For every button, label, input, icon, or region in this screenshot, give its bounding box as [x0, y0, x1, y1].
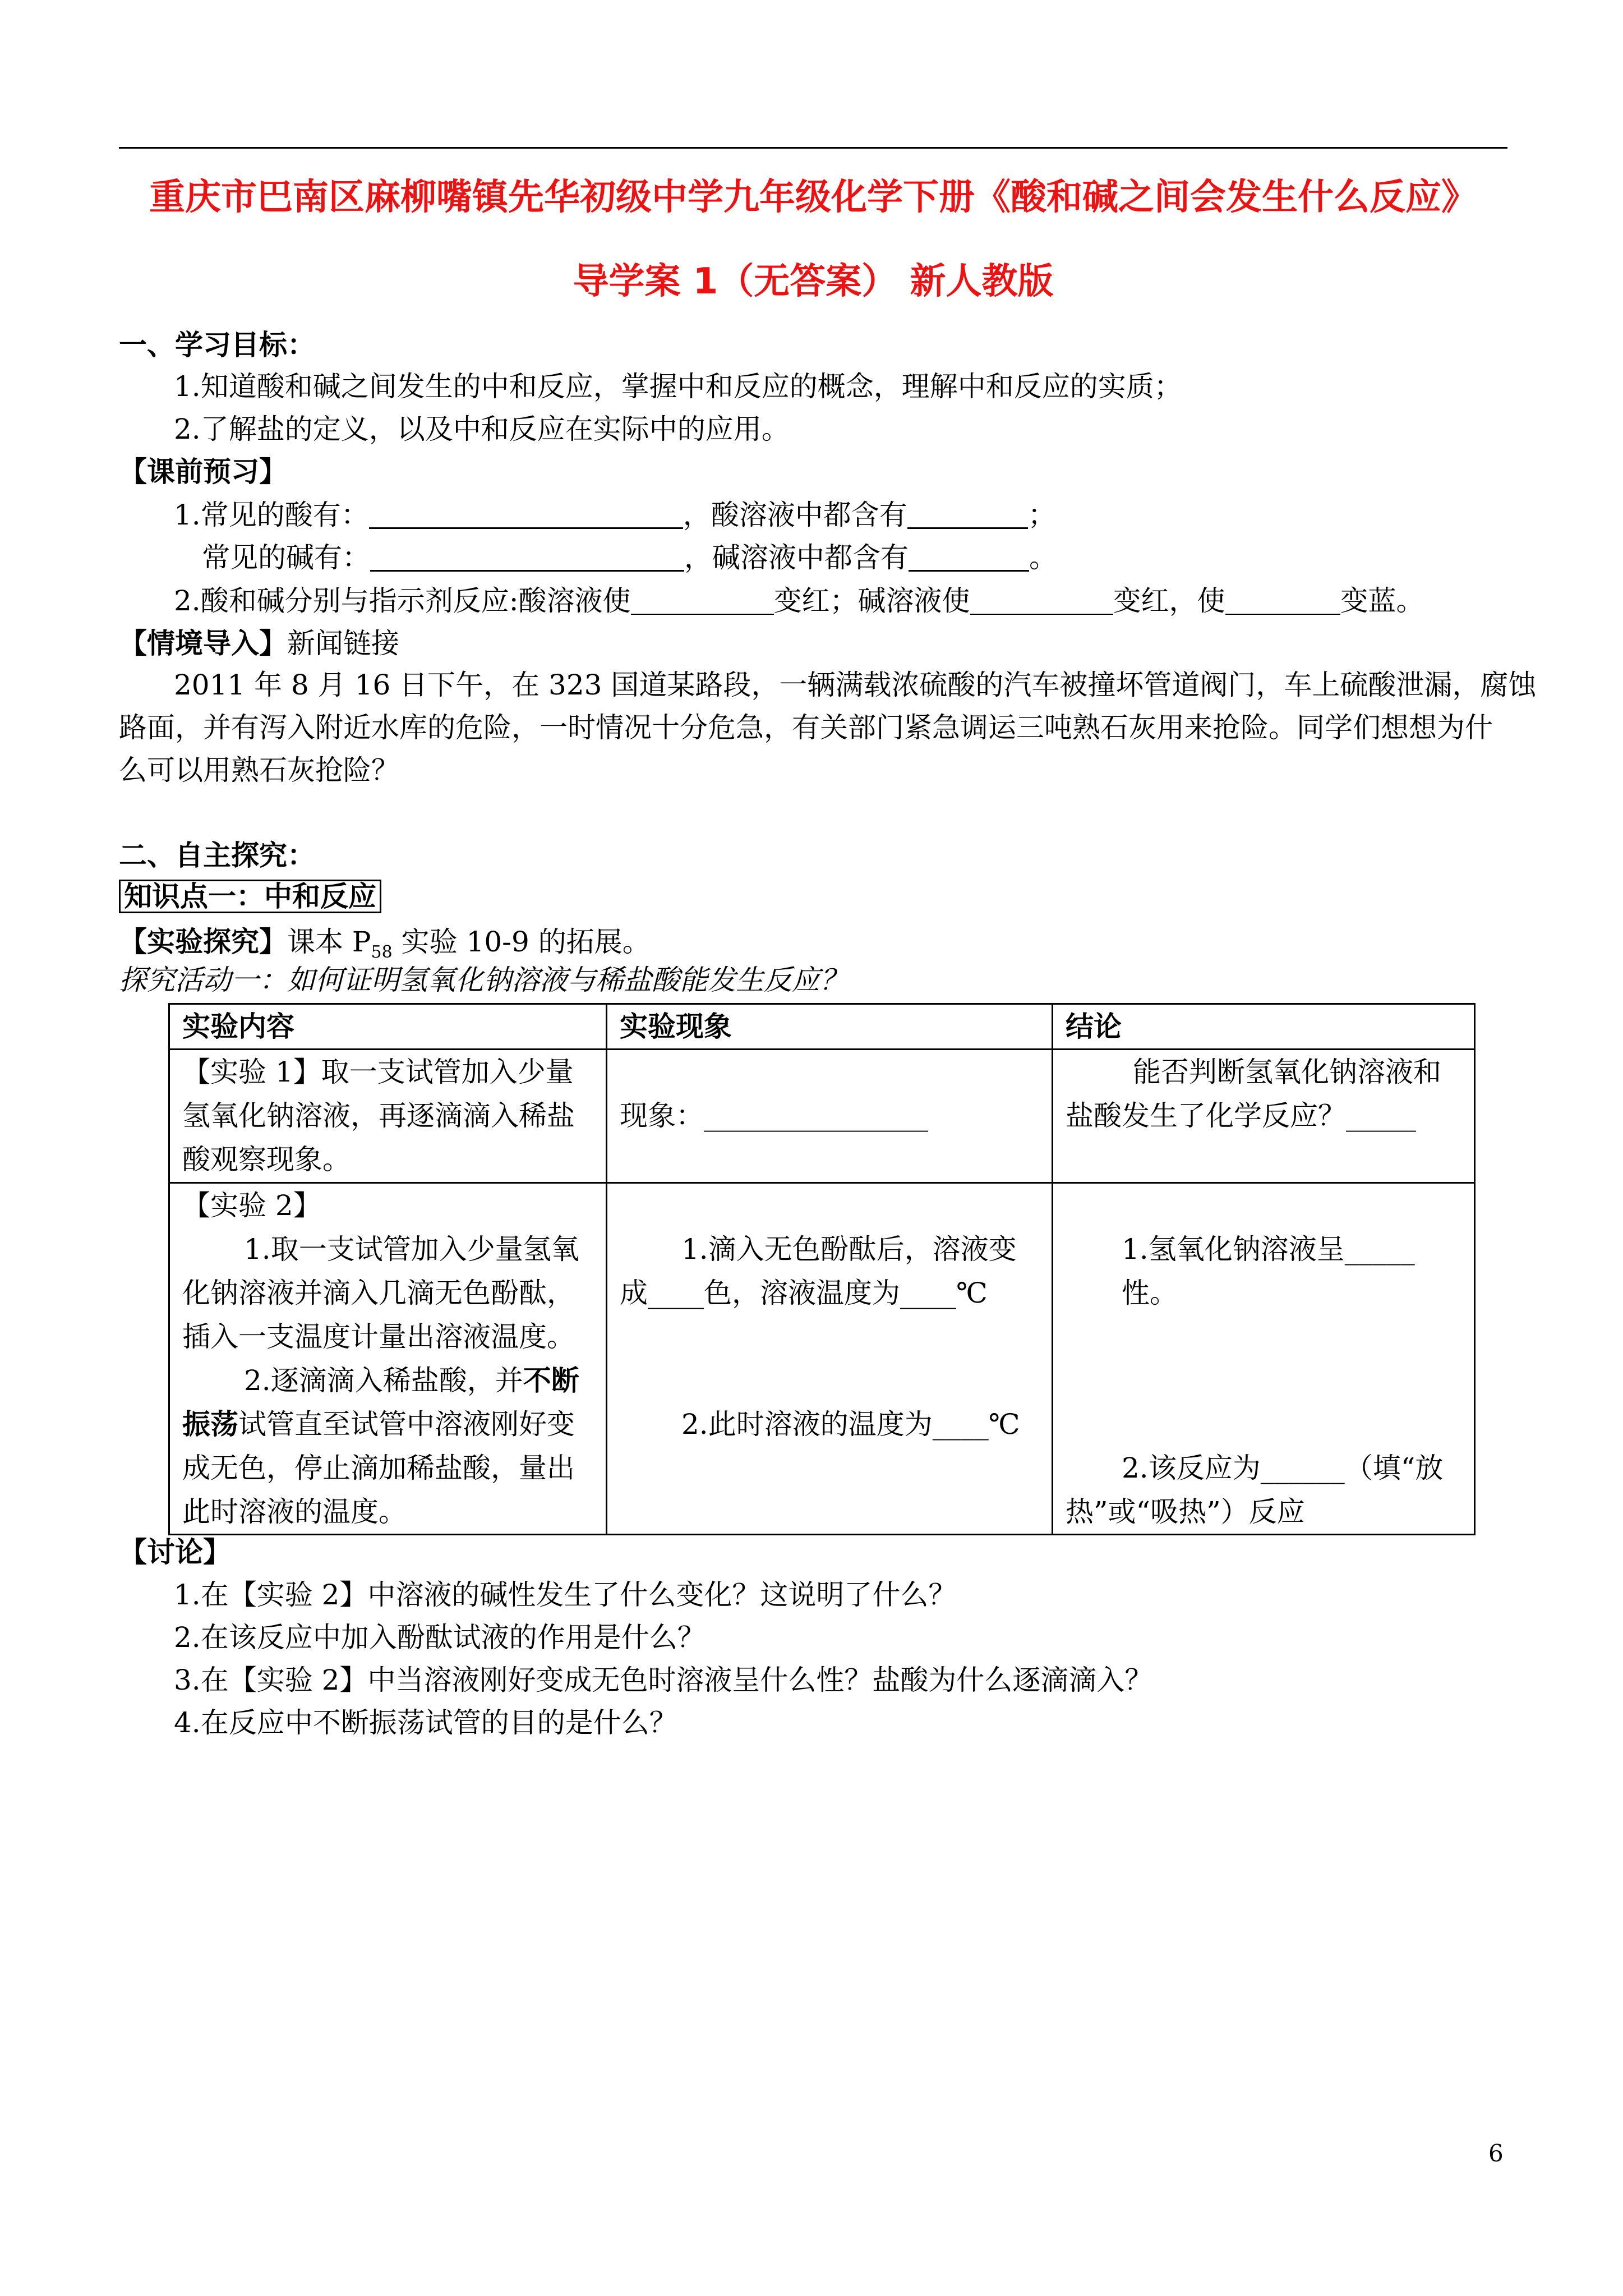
- goal-1: 1.知道酸和碱之间发生的中和反应，掌握中和反应的概念，理解中和反应的实质；: [174, 370, 1182, 403]
- scenario-subheading: 新闻链接: [287, 627, 399, 660]
- preview-q2: [174, 587, 1424, 615]
- row2-content-line: 1.取一支试管加入少量氢氧: [244, 1233, 579, 1266]
- acids-blank[interactable]: [369, 500, 683, 529]
- experiment-table: [168, 1003, 1476, 1535]
- table-row: [169, 1183, 1475, 1535]
- row2-content-line: [182, 1402, 593, 1446]
- header-rule: [119, 147, 1507, 149]
- section2-heading: 二、自主探究：: [119, 839, 315, 872]
- q2-part-d: 变蓝。: [1340, 585, 1424, 617]
- row1-content-line: 氢氧化钠溶液，再逐滴滴入稀盐: [182, 1099, 575, 1132]
- row1-phenomenon: [607, 1050, 1053, 1183]
- row2-conclusion: [1053, 1183, 1475, 1535]
- q1b-end: 。: [1029, 541, 1057, 574]
- discussion-item: 2.在该反应中加入酚酞试液的作用是什么？: [174, 1621, 706, 1654]
- preview-q1b: [202, 543, 1057, 572]
- row1-content: [169, 1050, 607, 1183]
- discussion-item: 4.在反应中不断振荡试管的目的是什么？: [174, 1706, 677, 1739]
- q1b-middle: ，碱溶液中都含有: [684, 541, 909, 574]
- page-ref-sub: 58: [371, 942, 393, 962]
- scenario-heading: 【情境导入】: [119, 627, 287, 660]
- scenario-text-1: 2011 年 8 月 16 日下午，在 323 国道某路段，一辆满载浓硫酸的汽车被撞坏管道阀门，车上硫酸泄漏，腐蚀: [174, 669, 1537, 701]
- row2-phenomenon-line: 成____色，溶液温度为____℃: [620, 1277, 988, 1309]
- row1-phenomenon-text: 现象：________________: [620, 1099, 928, 1132]
- row2-conclusion-line: 1.氢氧化钠溶液呈_____性。: [1122, 1233, 1415, 1309]
- row2-bold-keyword: 振荡: [182, 1408, 238, 1441]
- activity-title: 探究活动一：如何证明氢氧化钠溶液与稀盐酸能发生反应？: [119, 964, 848, 996]
- q1a-prefix: 1.常见的酸有：: [174, 499, 369, 531]
- row2-phenomenon-line: 2.此时溶液的温度为____℃: [681, 1408, 1020, 1441]
- row2-conclusion-line: 2.该反应为______（填“放: [1122, 1452, 1444, 1484]
- row2-bold-keyword: 不断: [523, 1364, 579, 1397]
- row2-phenomenon: [607, 1183, 1053, 1535]
- row2-content-line: 插入一支温度计量出溶液温度。: [182, 1320, 575, 1353]
- q1a-end: ；: [1027, 499, 1056, 531]
- document-title-line2: 导学案 1（无答案） 新人教版: [573, 261, 1054, 302]
- row1-conclusion-line: 盐酸发生了化学反应？_____: [1066, 1099, 1416, 1132]
- knowledge-point-box: 知识点一：中和反应: [119, 880, 381, 913]
- discussion-item: 1.在【实验 2】中溶液的碱性发生了什么变化？这说明了什么？: [174, 1579, 957, 1611]
- base-ion-blank[interactable]: [909, 543, 1029, 572]
- row1-content-line: 酸观察现象。: [182, 1143, 351, 1176]
- bases-blank[interactable]: [370, 543, 684, 572]
- row2-conclusion-line: 热”或“吸热”）反应: [1066, 1496, 1305, 1528]
- experiment-label: 【实验探究】: [119, 926, 287, 958]
- discussion-heading: 【讨论】: [119, 1536, 231, 1568]
- q1a-middle: ，酸溶液中都含有: [683, 499, 907, 531]
- row2-content: [169, 1183, 607, 1535]
- row2-content-line: 成无色，停止滴加稀盐酸，量出: [182, 1452, 575, 1484]
- row2-step2-text: 试管直至试管中溶液刚好变: [238, 1408, 575, 1441]
- table-header-row: [169, 1004, 1475, 1050]
- row2-content-line: [182, 1359, 593, 1402]
- q2-part-b: 变红；碱溶液使: [773, 585, 970, 617]
- row1-conclusion: [1053, 1050, 1475, 1183]
- q1b-prefix: 常见的碱有：: [202, 541, 370, 574]
- table-row: [169, 1050, 1475, 1183]
- row2-step2-text: 2.逐滴滴入稀盐酸，并: [244, 1364, 523, 1397]
- row1-conclusion-line: 能否判断氢氧化钠溶液和: [1133, 1056, 1441, 1088]
- row2-content-line: 【实验 2】: [182, 1189, 321, 1222]
- section1-heading: 一、学习目标：: [119, 329, 315, 361]
- experiment-explore-line: [119, 928, 651, 961]
- preview-heading: 【课前预习】: [119, 455, 287, 488]
- page-number: 6: [1488, 2139, 1504, 2167]
- scenario-text-2: 路面，并有泻入附近水库的危险，一时情况十分危急，有关部门紧急调运三吨熟石灰用来抢险。同学们想想为什: [119, 711, 1493, 744]
- document-title-line1: 重庆市巴南区麻柳嘴镇先华初级中学九年级化学下册《酸和碱之间会发生什么反应》: [149, 177, 1477, 218]
- goal-2: 2.了解盐的定义，以及中和反应在实际中的应用。: [174, 413, 790, 445]
- row2-content-line: 此时溶液的温度。: [182, 1496, 407, 1528]
- base-indicator-blank-2[interactable]: [1225, 588, 1340, 615]
- acid-indicator-blank[interactable]: [631, 588, 774, 615]
- acid-ion-blank[interactable]: [907, 500, 1028, 529]
- scenario-text-3: 么可以用熟石灰抢险？: [119, 754, 399, 786]
- experiment-text-a: 课本 P: [287, 926, 371, 958]
- q2-part-c: 变红，使: [1113, 585, 1225, 617]
- row1-content-line: 【实验 1】取一支试管加入少量: [182, 1056, 574, 1088]
- q2-part-a: 2.酸和碱分别与指示剂反应:酸溶液使: [174, 585, 631, 617]
- row2-content-line: 化钠溶液并滴入几滴无色酚酞，: [182, 1277, 575, 1309]
- scenario-line: [119, 627, 399, 660]
- header-conclusion: 结论: [1053, 1004, 1475, 1050]
- preview-q1a: [174, 500, 1056, 529]
- header-phenomenon: 实验现象: [607, 1004, 1053, 1050]
- discussion-item: 3.在【实验 2】中当溶液刚好变成无色时溶液呈什么性？盐酸为什么逐滴滴入？: [174, 1664, 1153, 1696]
- row2-phenomenon-line: 1.滴入无色酚酞后，溶液变: [681, 1233, 1017, 1266]
- base-indicator-blank-1[interactable]: [970, 588, 1113, 615]
- experiment-text-b: 实验 10-9 的拓展。: [392, 926, 651, 958]
- header-content: 实验内容: [169, 1004, 607, 1050]
